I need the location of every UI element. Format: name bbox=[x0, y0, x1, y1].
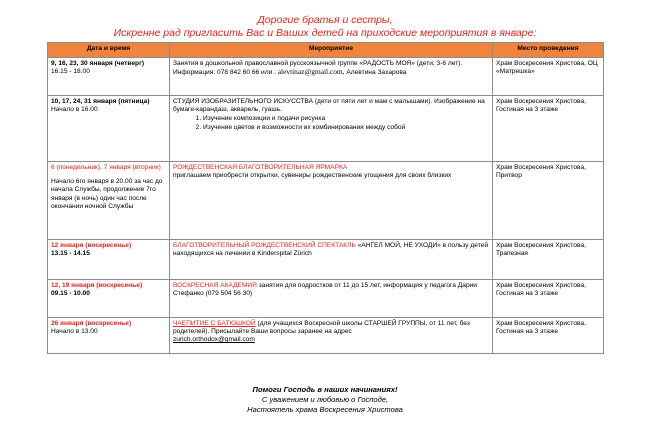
table-row bbox=[48, 318, 604, 354]
date-cell bbox=[48, 162, 170, 240]
event-date: 26 января (воскресенье) bbox=[51, 320, 132, 327]
event-time: Начало 6го января в 20.00 за час до начала Службы, продолжение 7го января (в ночь) один час после окончании ночной Службы bbox=[51, 178, 163, 210]
regards-line: С уважением и любовью о Господе, bbox=[261, 395, 389, 404]
event-time: 09.15 - 10.00 bbox=[51, 290, 90, 298]
event-description: «АНГЕЛ МОЙ, НЕ УХОДИ» в пользу детей находящихся на лечении в Kinderspital Zürich bbox=[173, 242, 489, 258]
place-cell: Храм Воскресения Христова, Трапезная bbox=[493, 240, 604, 280]
table-row bbox=[48, 240, 604, 280]
event-title: ВОСКРЕСНАЯ АКАДЕМИЯ bbox=[173, 282, 257, 289]
event-time: Начало в 16.00 bbox=[51, 106, 98, 114]
invitation-line: Искренне рад пригласить Вас и Ваших детей на приходские мероприятия в январе: bbox=[113, 27, 537, 39]
table-row bbox=[48, 96, 604, 162]
event-date: 12 января (воскресенье) bbox=[51, 242, 132, 249]
invitation-header bbox=[0, 14, 650, 40]
table-header-row bbox=[48, 43, 604, 58]
place-cell: Храм Воскресения Христова, Гостиная на 3 этаже bbox=[493, 280, 604, 318]
place-cell: Храм Воскресения Христова, ОЦ «Матрешка» bbox=[493, 58, 604, 96]
event-title: РОЖДЕСТВЕНСКАЯ БЛАГОТВОРИТЕЛЬНАЯ ЯРМАРКА bbox=[173, 164, 348, 171]
place-cell: Храм Воскресения Христова, Гостиная на 3 этаже bbox=[493, 96, 604, 162]
greeting-line: Дорогие братья и сестры, bbox=[257, 14, 393, 26]
contact-email-link[interactable]: zurich.orthodox@gmail.com bbox=[173, 336, 255, 344]
event-date: 6 (понедельник), 7 января (вторник) bbox=[51, 164, 161, 171]
event-description: Занятия в дошкольной православной русскоязычной группе «РАДОСТЬ МОЯ» (дети, 3-6 лет). Информация: 078 842 60 66 или : bbox=[173, 60, 463, 77]
date-cell bbox=[48, 280, 170, 318]
event-cell bbox=[170, 280, 493, 318]
event-cell bbox=[170, 162, 493, 240]
closing-signature bbox=[0, 385, 650, 415]
place-cell: Храм Воскресения Христова, Притвор bbox=[493, 162, 604, 240]
event-cell bbox=[170, 96, 493, 162]
event-time: 16.15 - 18.00 bbox=[51, 68, 90, 76]
event-description: (для учащихся Воскресной школы СТАРШЕЙ ГРУППЫ, от 11 лет, без родителей). Присылайте Ваши вопросы заранее на адрес bbox=[173, 320, 470, 336]
studio-topics-list bbox=[173, 115, 489, 131]
event-time: Начало в 13.00 bbox=[51, 328, 98, 336]
event-cell bbox=[170, 58, 493, 96]
column-header-event: Мероприятие bbox=[170, 43, 493, 58]
event-title: БЛАГОТВОРИТЕЛЬНЫЙ РОЖДЕСТВЕНСКИЙ СПЕКТАКЛЬ bbox=[173, 242, 356, 249]
contact-email: alevtinaz@gmail.com, bbox=[277, 67, 345, 77]
list-item: 1. Изучение композиции и подачи рисунка bbox=[203, 115, 489, 123]
event-date: 9, 16, 23, 30 января (четверг) bbox=[51, 60, 145, 67]
date-cell bbox=[48, 240, 170, 280]
event-description: СТУДИЯ ИЗОБРАЗИТЕЛЬНОГО ИСКУССТВА (дети от пяти лет и мам с малышами). Изображение на бумаге-карандаш, акварель, гуашь. bbox=[173, 98, 485, 114]
event-date: 12, 19 января (воскресенье) bbox=[51, 282, 143, 289]
date-cell bbox=[48, 96, 170, 162]
event-time: 13.15 - 14.15 bbox=[51, 250, 90, 258]
event-date: 10, 17, 24, 31 января (пятница) bbox=[51, 98, 150, 105]
table-row bbox=[48, 58, 604, 96]
column-header-date: Дата и время bbox=[48, 43, 170, 58]
blessing-line: Помоги Господь в наших начинаниях! bbox=[252, 385, 398, 394]
table-row bbox=[48, 162, 604, 240]
table-row bbox=[48, 280, 604, 318]
event-cell bbox=[170, 318, 493, 354]
event-title: ЧАЕПИТИЕ С БАТЮШКОЙ bbox=[173, 320, 256, 327]
event-cell bbox=[170, 240, 493, 280]
event-description: приглашаем приобрести открытки, сувениры рождественские угощения для своих близких bbox=[173, 172, 452, 180]
date-cell bbox=[48, 318, 170, 354]
place-cell: Храм Воскресения Христова, Гостиная на 3 этаже bbox=[493, 318, 604, 354]
contact-name: Алевтина Захарова bbox=[344, 69, 407, 77]
date-cell bbox=[48, 58, 170, 96]
event-description: занятия для подростков от 11 до 15 лет, информация у педагога Дарии Стефанко (079 504 56 30) bbox=[173, 282, 477, 298]
events-table bbox=[47, 42, 604, 354]
signature-line: Настоятель храма Воскресения Христова bbox=[247, 405, 403, 414]
column-header-place: Место проведения bbox=[493, 43, 604, 58]
list-item: 2. Изучение цветов и возможности их комбинирования между собой bbox=[203, 124, 489, 132]
